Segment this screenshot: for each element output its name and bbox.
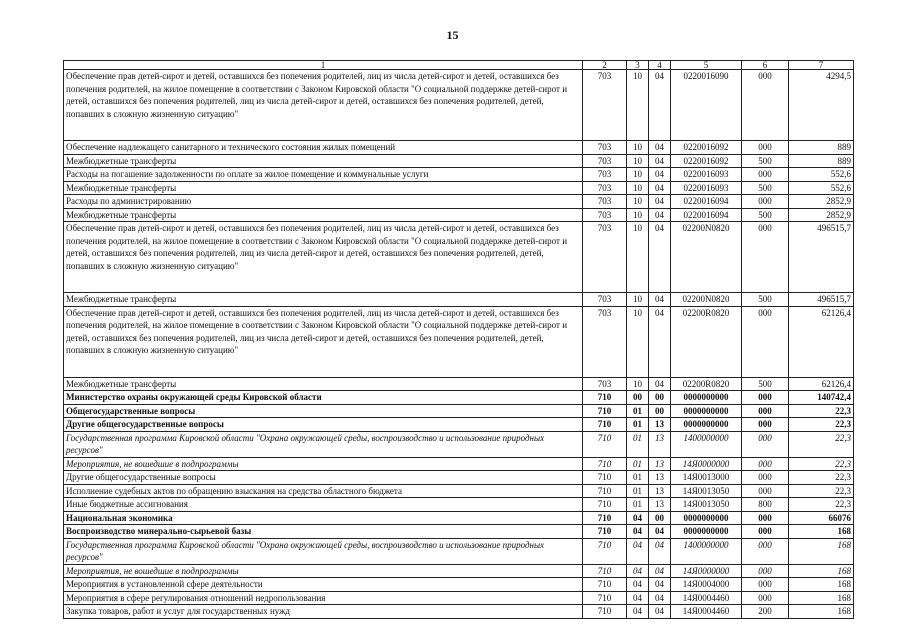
- cell: 00: [649, 511, 671, 525]
- row-name: Другие общегосударственные вопросы: [64, 471, 583, 485]
- amount: 496515,7: [789, 293, 854, 307]
- cell: 10: [627, 141, 649, 155]
- cell: 10: [627, 181, 649, 195]
- cell: 500: [742, 377, 789, 391]
- table-row: [64, 154, 854, 168]
- table-row: [64, 578, 854, 592]
- table-row: [64, 591, 854, 605]
- column-header: 7: [789, 61, 854, 70]
- row-name: Мероприятия в установленной сфере деятельности: [64, 578, 583, 592]
- cell: 10: [627, 154, 649, 168]
- amount: 4294,5: [789, 70, 854, 141]
- cell: 703: [583, 222, 627, 293]
- table-row: [64, 605, 854, 619]
- table-row: [64, 141, 854, 155]
- cell: 01: [627, 484, 649, 498]
- cell: 000: [742, 70, 789, 141]
- amount: 62126,4: [789, 306, 854, 377]
- cell: 710: [583, 471, 627, 485]
- cell: 04: [649, 195, 671, 209]
- row-name: Другие общегосударственные вопросы: [64, 418, 583, 432]
- cell: 0000000000: [671, 391, 742, 405]
- cell: 000: [742, 418, 789, 432]
- cell: 000: [742, 484, 789, 498]
- cell: 703: [583, 168, 627, 182]
- table-row: [64, 181, 854, 195]
- cell: 710: [583, 538, 627, 564]
- cell: 10: [627, 306, 649, 377]
- row-name: Мероприятия, не вошедшие в подпрограммы: [64, 457, 583, 471]
- cell: 0000000000: [671, 525, 742, 539]
- cell: 13: [649, 471, 671, 485]
- row-name: Расходы на погашение задолженности по оплате за жилое помещение и коммунальные услуги: [64, 168, 583, 182]
- table-row: [64, 538, 854, 564]
- cell: 000: [742, 222, 789, 293]
- cell: 710: [583, 578, 627, 592]
- cell: 01: [627, 404, 649, 418]
- cell: 000: [742, 538, 789, 564]
- cell: 04: [649, 222, 671, 293]
- row-name: Национальная экономика: [64, 511, 583, 525]
- table-row: [64, 306, 854, 377]
- cell: 10: [627, 70, 649, 141]
- cell: 000: [742, 564, 789, 578]
- amount: 552,6: [789, 168, 854, 182]
- amount: 2852,9: [789, 195, 854, 209]
- amount: 22,3: [789, 457, 854, 471]
- cell: 04: [649, 525, 671, 539]
- column-header: 4: [649, 61, 671, 70]
- cell: 04: [627, 605, 649, 619]
- amount: 168: [789, 605, 854, 619]
- row-name: Общегосударственные вопросы: [64, 404, 583, 418]
- row-name: Воспроизводство минерально-сырьевой базы: [64, 525, 583, 539]
- table-row: [64, 391, 854, 405]
- cell: 000: [742, 195, 789, 209]
- cell: 13: [649, 431, 671, 457]
- amount: 22,3: [789, 404, 854, 418]
- cell: 04: [627, 564, 649, 578]
- row-name: Исполнение судебных актов по обращению взыскания на средства областного бюджета: [64, 484, 583, 498]
- row-name: Межбюджетные трансферты: [64, 293, 583, 307]
- cell: 0000000000: [671, 418, 742, 432]
- row-name: Межбюджетные трансферты: [64, 377, 583, 391]
- amount: 22,3: [789, 484, 854, 498]
- cell: 04: [649, 306, 671, 377]
- cell: 10: [627, 377, 649, 391]
- table-row: [64, 404, 854, 418]
- amount: 168: [789, 538, 854, 564]
- table-row: [64, 222, 854, 293]
- table-row: [64, 293, 854, 307]
- cell: 04: [649, 578, 671, 592]
- cell: 04: [649, 141, 671, 155]
- column-header: 6: [742, 61, 789, 70]
- table-row: [64, 70, 854, 141]
- cell: 000: [742, 404, 789, 418]
- cell: 000: [742, 578, 789, 592]
- cell: 500: [742, 208, 789, 222]
- cell: 710: [583, 498, 627, 512]
- cell: 000: [742, 525, 789, 539]
- cell: 04: [649, 168, 671, 182]
- cell: 04: [649, 377, 671, 391]
- cell: 02200R0820: [671, 377, 742, 391]
- amount: 889: [789, 141, 854, 155]
- cell: 1400000000: [671, 538, 742, 564]
- cell: 04: [649, 564, 671, 578]
- cell: 13: [649, 418, 671, 432]
- cell: 00: [627, 391, 649, 405]
- cell: 13: [649, 457, 671, 471]
- row-name: Обеспечение прав детей-сирот и детей, оставшихся без попечения родителей, лиц из числа детей-сирот и детей, оставшихся без попечения родителей, на жилое помещение в соответствии с Законом Кировской области "О социальной поддержке детей-сирот и детей, оставшихся без попечения родителей, лиц из числа детей-сирот и детей, оставшихся без попечения родителей, детей, попавших в сложную жизненную ситуацию": [64, 306, 583, 377]
- cell: 14Я0000000: [671, 457, 742, 471]
- cell: 0220016092: [671, 141, 742, 155]
- cell: 04: [649, 181, 671, 195]
- amount: 168: [789, 591, 854, 605]
- cell: 710: [583, 605, 627, 619]
- table-row: [64, 484, 854, 498]
- cell: 04: [649, 208, 671, 222]
- column-header: 5: [671, 61, 742, 70]
- cell: 710: [583, 564, 627, 578]
- amount: 552,6: [789, 181, 854, 195]
- row-name: Мероприятия, не вошедшие в подпрограммы: [64, 564, 583, 578]
- cell: 000: [742, 457, 789, 471]
- column-header: 2: [583, 61, 627, 70]
- row-name: Министерство охраны окружающей среды Кировской области: [64, 391, 583, 405]
- amount: 168: [789, 525, 854, 539]
- table-row: [64, 498, 854, 512]
- cell: 703: [583, 293, 627, 307]
- cell: 0220016094: [671, 195, 742, 209]
- cell: 00: [649, 404, 671, 418]
- cell: 000: [742, 471, 789, 485]
- budget-table: [63, 60, 854, 619]
- cell: 10: [627, 168, 649, 182]
- cell: 10: [627, 222, 649, 293]
- amount: 66076: [789, 511, 854, 525]
- cell: 710: [583, 391, 627, 405]
- page-number: 15: [446, 28, 459, 42]
- cell: 04: [649, 605, 671, 619]
- cell: 01: [627, 457, 649, 471]
- row-name: Государственная программа Кировской области "Охрана окружающей среды, воспроизводство и использование природных ресурсов": [64, 538, 583, 564]
- cell: 703: [583, 306, 627, 377]
- cell: 703: [583, 181, 627, 195]
- row-name: Межбюджетные трансферты: [64, 154, 583, 168]
- cell: 04: [649, 154, 671, 168]
- cell: 04: [627, 511, 649, 525]
- amount: 62126,4: [789, 377, 854, 391]
- table-row: [64, 457, 854, 471]
- amount: 22,3: [789, 431, 854, 457]
- cell: 710: [583, 431, 627, 457]
- cell: 703: [583, 154, 627, 168]
- amount: 168: [789, 564, 854, 578]
- table-row: [64, 525, 854, 539]
- cell: 500: [742, 293, 789, 307]
- cell: 14Я0013000: [671, 471, 742, 485]
- cell: 02200N0820: [671, 222, 742, 293]
- row-name: Расходы по администрированию: [64, 195, 583, 209]
- cell: 0000000000: [671, 511, 742, 525]
- row-name: Закупка товаров, работ и услуг для государственных нужд: [64, 605, 583, 619]
- cell: 000: [742, 391, 789, 405]
- amount: 22,3: [789, 471, 854, 485]
- amount: 22,3: [789, 418, 854, 432]
- row-name: Межбюджетные трансферты: [64, 181, 583, 195]
- cell: 710: [583, 511, 627, 525]
- table-row: [64, 418, 854, 432]
- cell: 01: [627, 418, 649, 432]
- cell: 14Я0013050: [671, 484, 742, 498]
- cell: 000: [742, 511, 789, 525]
- cell: 04: [649, 293, 671, 307]
- cell: 14Я0000000: [671, 564, 742, 578]
- cell: 02200R0820: [671, 306, 742, 377]
- cell: 01: [627, 471, 649, 485]
- row-name: Государственная программа Кировской области "Охрана окружающей среды, воспроизводство и использование природных ресурсов": [64, 431, 583, 457]
- amount: 889: [789, 154, 854, 168]
- cell: 04: [627, 591, 649, 605]
- cell: 710: [583, 404, 627, 418]
- cell: 0220016092: [671, 154, 742, 168]
- cell: 10: [627, 208, 649, 222]
- cell: 14Я0004460: [671, 591, 742, 605]
- cell: 13: [649, 484, 671, 498]
- table-header-row: [64, 61, 854, 70]
- table-row: [64, 168, 854, 182]
- cell: 14Я0004000: [671, 578, 742, 592]
- cell: 0220016093: [671, 181, 742, 195]
- table-row: [64, 208, 854, 222]
- cell: 0220016093: [671, 168, 742, 182]
- amount: 168: [789, 578, 854, 592]
- cell: 000: [742, 431, 789, 457]
- table-row: [64, 564, 854, 578]
- cell: 703: [583, 141, 627, 155]
- cell: 10: [627, 293, 649, 307]
- cell: 710: [583, 457, 627, 471]
- cell: 200: [742, 605, 789, 619]
- cell: 04: [627, 525, 649, 539]
- cell: 703: [583, 208, 627, 222]
- cell: 0000000000: [671, 404, 742, 418]
- row-name: Обеспечение надлежащего санитарного и технического состояния жилых помещений: [64, 141, 583, 155]
- cell: 10: [627, 195, 649, 209]
- cell: 14Я0004460: [671, 605, 742, 619]
- cell: 500: [742, 154, 789, 168]
- table-row: [64, 431, 854, 457]
- row-name: Обеспечение прав детей-сирот и детей, оставшихся без попечения родителей, лиц из числа детей-сирот и детей, оставшихся без попечения родителей, на жилое помещение в соответствии с Законом Кировской области "О социальной поддержке детей-сирот и детей, оставшихся без попечения родителей, лиц из числа детей-сирот и детей, оставшихся без попечения родителей, детей, попавших в сложную жизненную ситуацию": [64, 70, 583, 141]
- cell: 710: [583, 484, 627, 498]
- cell: 04: [649, 591, 671, 605]
- table-row: [64, 471, 854, 485]
- cell: 00: [649, 391, 671, 405]
- table-row: [64, 195, 854, 209]
- cell: 000: [742, 141, 789, 155]
- row-name: Мероприятия в сфере регулирования отношений недропользования: [64, 591, 583, 605]
- cell: 04: [649, 538, 671, 564]
- table-row: [64, 377, 854, 391]
- cell: 13: [649, 498, 671, 512]
- cell: 500: [742, 181, 789, 195]
- cell: 710: [583, 525, 627, 539]
- cell: 04: [627, 538, 649, 564]
- cell: 000: [742, 306, 789, 377]
- cell: 0220016094: [671, 208, 742, 222]
- cell: 04: [627, 578, 649, 592]
- cell: 000: [742, 168, 789, 182]
- cell: 1400000000: [671, 431, 742, 457]
- amount: 140742,4: [789, 391, 854, 405]
- amount: 22,3: [789, 498, 854, 512]
- cell: 14Я0013050: [671, 498, 742, 512]
- cell: 02200N0820: [671, 293, 742, 307]
- cell: 01: [627, 431, 649, 457]
- cell: 703: [583, 377, 627, 391]
- cell: 710: [583, 591, 627, 605]
- column-header: 3: [627, 61, 649, 70]
- cell: 000: [742, 591, 789, 605]
- row-name: Обеспечение прав детей-сирот и детей, оставшихся без попечения родителей, лиц из числа детей-сирот и детей, оставшихся без попечения родителей, на жилое помещение в соответствии с Законом Кировской области "О социальной поддержке детей-сирот и детей, оставшихся без попечения родителей, лиц из числа детей-сирот и детей, оставшихся без попечения родителей, детей, попавших в сложную жизненную ситуацию": [64, 222, 583, 293]
- cell: 800: [742, 498, 789, 512]
- column-header: 1: [64, 61, 583, 70]
- cell: 703: [583, 195, 627, 209]
- row-name: Иные бюджетные ассигнования: [64, 498, 583, 512]
- cell: 04: [649, 70, 671, 141]
- table-row: [64, 511, 854, 525]
- cell: 0220016090: [671, 70, 742, 141]
- amount: 496515,7: [789, 222, 854, 293]
- cell: 01: [627, 498, 649, 512]
- amount: 2852,9: [789, 208, 854, 222]
- cell: 703: [583, 70, 627, 141]
- row-name: Межбюджетные трансферты: [64, 208, 583, 222]
- cell: 710: [583, 418, 627, 432]
